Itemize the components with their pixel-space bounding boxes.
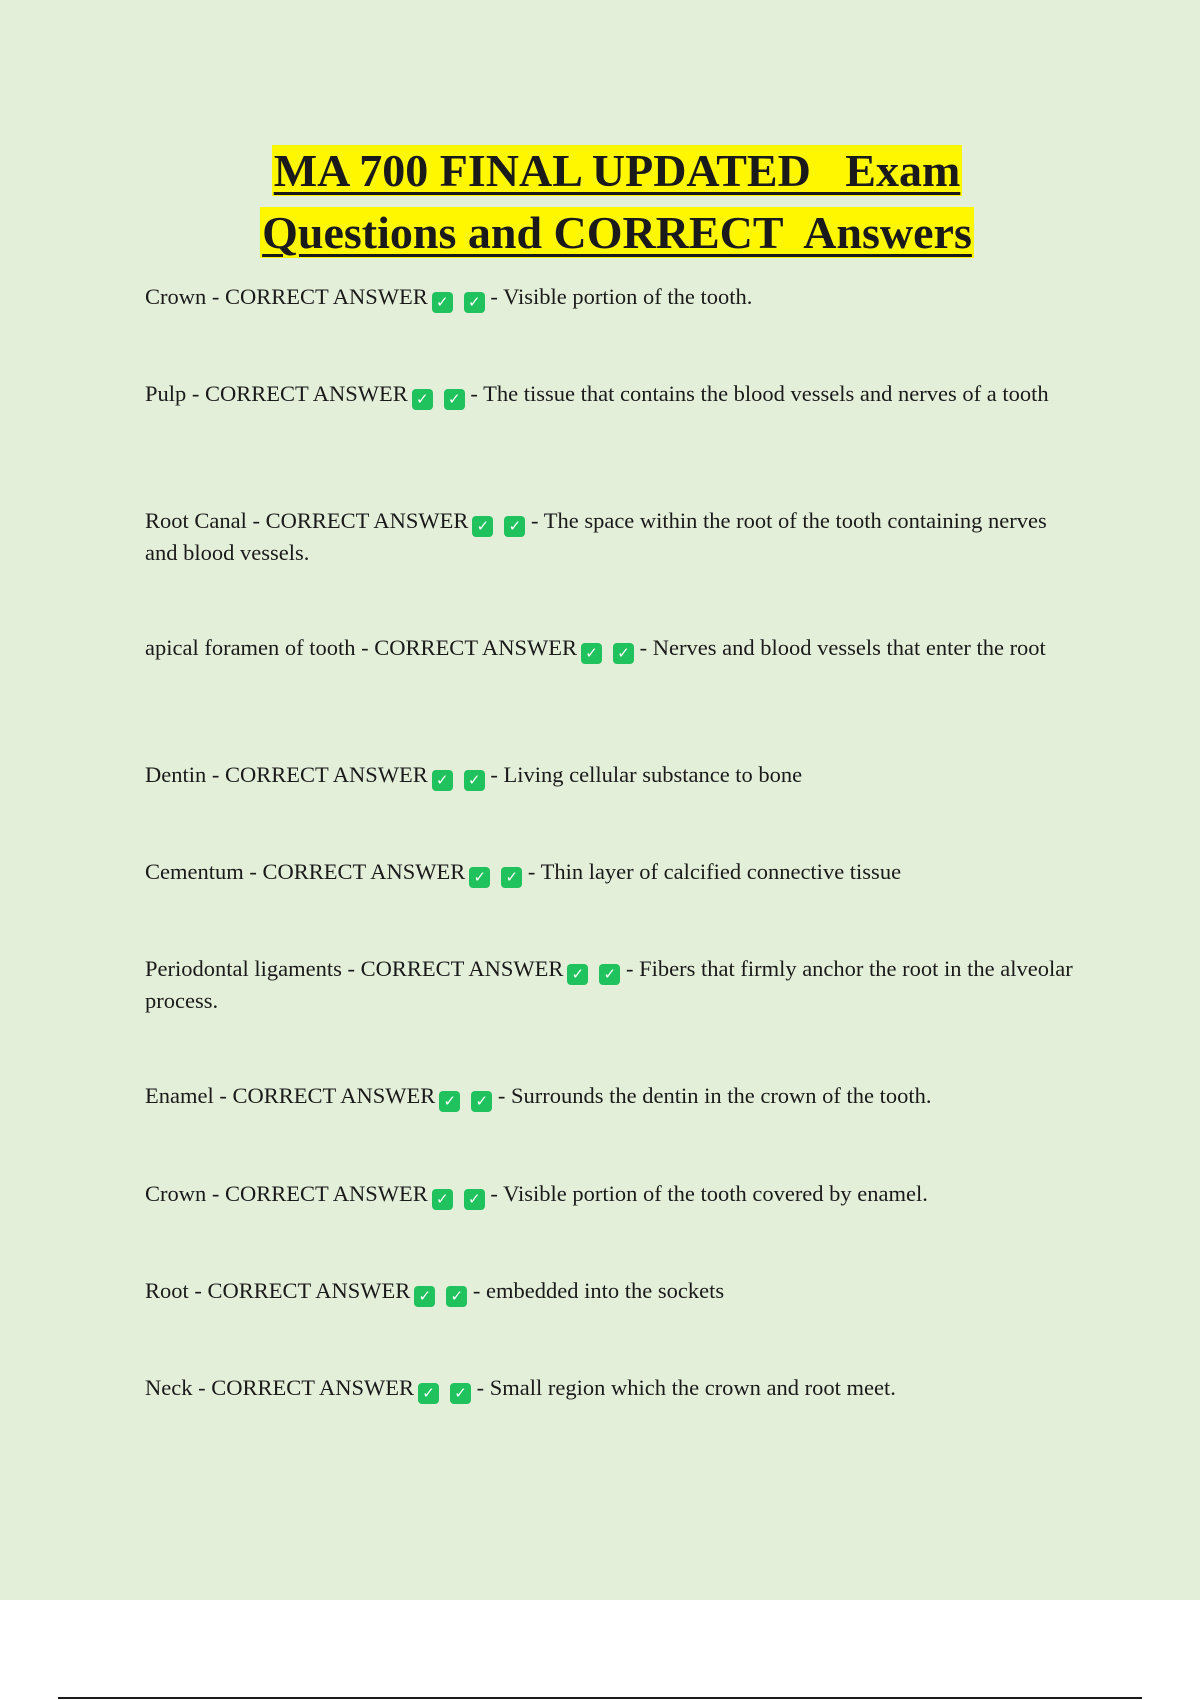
qa-item-4: apical foramen of tooth - CORRECT ANSWER ✓ ✓ - Nerves and blood vessels that enter the root [145, 635, 1046, 662]
qa-answer: Visible portion of the tooth. [503, 284, 753, 309]
check-icon: ✓ [504, 516, 525, 537]
qa-answer: The tissue that contains the blood vessels and nerves of a tooth [483, 381, 1049, 406]
qa-item-6: Cementum - CORRECT ANSWER ✓ ✓ - Thin layer of calcified connective tissue [145, 859, 902, 886]
qa-item-7: Periodontal ligaments - CORRECT ANSWER ✓ ✓ - Fibers that firmly anchor the root in the alveolar process. [145, 956, 1073, 1013]
title-line-2: Questions and CORRECT Answers [262, 207, 972, 258]
qa-item-8: Enamel - CORRECT ANSWER ✓ ✓ - Surrounds the dentin in the crown of the tooth. [145, 1083, 932, 1110]
qa-answer: Visible portion of the tooth covered by enamel. [503, 1181, 928, 1206]
answer-marker: CORRECT ANSWER [262, 859, 466, 884]
check-icon: ✓ [464, 292, 485, 313]
answer-marker: CORRECT ANSWER [205, 381, 408, 406]
check-icon: ✓ [567, 964, 588, 985]
qa-term: Cementum [145, 859, 244, 884]
qa-answer: embedded into the sockets [486, 1278, 725, 1303]
check-icon: ✓ [501, 867, 522, 888]
check-icon: ✓ [418, 1383, 439, 1404]
qa-item-9: Crown - CORRECT ANSWER ✓ ✓ - Visible portion of the tooth covered by enamel. [145, 1181, 928, 1208]
qa-answer: The space within the root of the tooth containing nerves and blood vessels. [145, 508, 1047, 565]
qa-term: Pulp [145, 381, 187, 406]
qa-item-3: Root Canal - CORRECT ANSWER ✓ ✓ - The space within the root of the tooth containing nerves and blood vessels. [145, 508, 1047, 565]
check-icon: ✓ [469, 867, 490, 888]
page-title [0, 140, 1200, 264]
answer-marker: CORRECT ANSWER [374, 635, 578, 660]
check-icon: ✓ [414, 1286, 435, 1307]
title-line-1: MA 700 FINAL UPDATED Exam [273, 145, 961, 196]
qa-term: Dentin [145, 762, 207, 787]
qa-term: Periodontal ligaments [145, 956, 342, 981]
check-icon: ✓ [444, 389, 465, 410]
qa-item-10: Root - CORRECT ANSWER ✓ ✓ - embedded into the sockets [145, 1278, 725, 1305]
check-icon: ✓ [412, 389, 433, 410]
qa-term: Root [145, 1278, 189, 1303]
answer-marker: CORRECT ANSWER [265, 508, 469, 533]
qa-answer: Small region which the crown and root meet. [489, 1375, 896, 1400]
qa-answer: Living cellular substance to bone [503, 762, 803, 787]
check-icon: ✓ [432, 770, 453, 791]
qa-term: Enamel [145, 1083, 214, 1108]
answer-marker: CORRECT ANSWER [360, 956, 564, 981]
check-icon: ✓ [464, 770, 485, 791]
answer-marker: CORRECT ANSWER [225, 284, 428, 309]
qa-item-2: Pulp - CORRECT ANSWER ✓ ✓ - The tissue that contains the blood vessels and nerves of a tooth [145, 381, 1049, 408]
footer-divider [58, 1697, 1142, 1699]
check-icon: ✓ [464, 1189, 485, 1210]
qa-answer: Surrounds the dentin in the crown of the tooth. [510, 1083, 932, 1108]
qa-term: Crown [145, 1181, 207, 1206]
answer-marker: CORRECT ANSWER [225, 762, 428, 787]
check-icon: ✓ [439, 1091, 460, 1112]
qa-term: Root Canal [145, 508, 247, 533]
answer-marker: CORRECT ANSWER [211, 1375, 414, 1400]
qa-term: Crown [145, 284, 207, 309]
qa-item-1: Crown - CORRECT ANSWER ✓ ✓ - Visible portion of the tooth. [145, 284, 753, 311]
qa-item-11: Neck - CORRECT ANSWER ✓ ✓ - Small region which the crown and root meet. [145, 1375, 896, 1402]
qa-answer: Fibers that firmly anchor the root in the alveolar process. [145, 956, 1073, 1013]
check-icon: ✓ [432, 292, 453, 313]
answer-marker: CORRECT ANSWER [225, 1181, 428, 1206]
check-icon: ✓ [471, 1091, 492, 1112]
check-icon: ✓ [446, 1286, 467, 1307]
check-icon: ✓ [581, 643, 602, 664]
qa-term: apical foramen of tooth [145, 635, 356, 660]
answer-marker: CORRECT ANSWER [207, 1278, 411, 1303]
qa-item-5: Dentin - CORRECT ANSWER ✓ ✓ - Living cellular substance to bone [145, 762, 803, 789]
qa-term: Neck [145, 1375, 193, 1400]
check-icon: ✓ [472, 516, 493, 537]
check-icon: ✓ [450, 1383, 471, 1404]
check-icon: ✓ [599, 964, 620, 985]
answer-marker: CORRECT ANSWER [232, 1083, 436, 1108]
check-icon: ✓ [432, 1189, 453, 1210]
check-icon: ✓ [613, 643, 634, 664]
qa-answer: Thin layer of calcified connective tissue [540, 859, 902, 884]
qa-answer: Nerves and blood vessels that enter the root [652, 635, 1046, 660]
